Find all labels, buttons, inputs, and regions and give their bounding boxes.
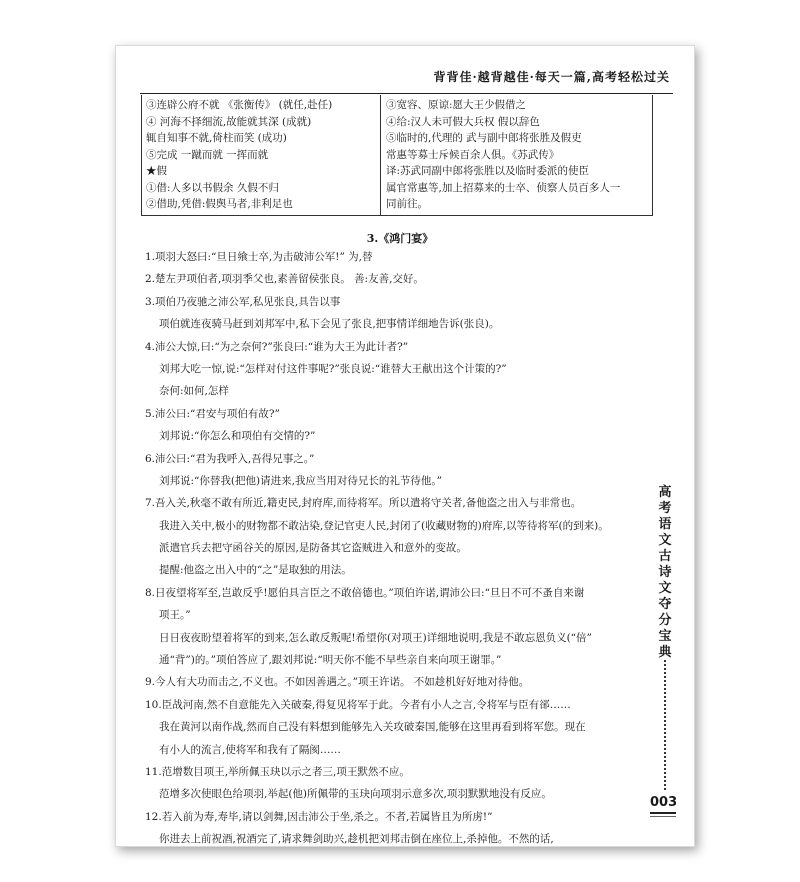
sentence-line: 10.臣战河南,然不自意能先入关破秦,得复见将军于此。今者有小人之言,令将军与臣有郤…… [145,698,571,711]
sentence-line: 5.沛公曰:“君安与项伯有故?” [145,407,280,420]
vocab-line: ④给:汉人未可假大兵权 假以辞色 [386,115,540,128]
vocab-line: ④ 河海不择细流,故能就其深 (成就) [146,115,312,128]
translation-line: 项伯就连夜骑马赶到刘邦军中,私下会见了张良,把事情详细地告诉(张良)。 [159,318,500,331]
translation-line: 刘邦大吃一惊,说:“怎样对付这件事呢?”张良说:“谁替大王献出这个计策的?” [159,362,507,375]
sentence-line: 4.沛公大惊,曰:“为之奈何?”张良曰:“谁为大王为此计者?” [145,340,409,353]
translation-line: 范增多次使眼色给项羽,举起(他)所佩带的玉玦向项羽示意多次,项羽默默地没有反应。 [159,788,552,801]
sentence-line: 11.范增数目项王,举所佩玉玦以示之者三,项王默然不应。 [145,765,410,778]
page-number-rule [650,812,676,814]
sentence-line: 项王。” [159,609,191,622]
vocab-box-divider [380,95,381,215]
vocab-line: 常惠等募士斥候百余人俱。《苏武传》 [386,148,560,161]
sentence-line: 2.楚左尹项伯者,项羽季父也,素善留侯张良。 善:友善,交好。 [145,273,424,286]
vocab-left-column [146,97,374,213]
translation-line: 刘邦说:“你替我(把他)请进来,我应当用对待兄长的礼节待他。” [159,474,443,487]
passage-body [145,246,650,851]
vocab-line: 辄自知事不就,倚柱而笑 (成功) [146,132,287,144]
vocab-line: ①借:人多以书假余 久假不归 [146,181,279,194]
vocab-right-column [386,97,648,213]
translation-line: 派遣官兵去把守函谷关的原因,是防备其它盗贼进入和意外的变故。 [159,542,467,555]
header-rule [140,93,673,94]
translation-line: 我进入关中,极小的财物都不敢沾染,登记官吏人民,封闭了(收藏财物的)府库,以等待将军(的到来)。 [159,519,609,532]
sentence-line: 9.今人有大功而击之,不义也。不如因善遇之。”项王许诺。 不如趁机好好地对待他。 [145,676,530,689]
note-line: 提醒:他盗之出入中的“之”是取独的用法。 [159,564,352,577]
vocab-heading: ★假 [146,165,167,177]
vocab-line: ③宽容、原谅:愿大王少假借之 [386,99,527,111]
vocab-line: 译:苏武同副中郎将张胜以及临时委派的使臣 [386,165,590,177]
translation-line: 我在黄河以南作战,然而自己没有料想到能够先入关攻破秦国,能够在这里再看到将军您。现在 [159,721,586,734]
vocab-line: 属官常惠等,加上招募来的士卒、侦察人员百多人一 [386,181,621,194]
vocab-line: ③连辟公府不就 《张衡传》 (就任,赴任) [146,99,333,111]
page-number-rule-thin [650,816,676,817]
vocab-line: 同前往。 [386,198,428,210]
sidebar-title: 高考语文古诗文夺分宝典 [658,485,672,660]
vocab-line: ⑤完成 一蹴而就 一挥而就 [146,148,269,161]
translation-line: 有小人的流言,使将军和我有了隔阂…… [159,743,341,756]
translation-line: 通“背”)的。”项伯答应了,跟刘邦说:“明天你不能不早些亲自来向项王谢罪。” [159,654,502,667]
sentence-line: 8.日夜望将军至,岂敢反乎!愿伯具言臣之不敢倍德也。”项伯许诺,谓沛公曰:“旦日不可不蚤自来谢 [145,586,585,599]
sentence-line: 7.吾入关,秋毫不敢有所近,籍吏民,封府库,而待将军。所以遣将守关者,备他盗之出入与非常也。 [145,497,582,510]
sentence-line: 3.项伯乃夜驰之沛公军,私见张良,具告以事 [145,295,341,308]
sentence-line: 12.若入前为寿,寿毕,请以剑舞,因击沛公于坐,杀之。不者,若属皆且为所虏!” [145,810,493,823]
page-number: 003 [650,795,678,810]
vocab-line: ⑤临时的,代理的 武与副中郎将张胜及假吏 [386,132,582,144]
translation-line: 刘邦说:“你怎么和项伯有交情的?” [159,430,316,443]
section-title: 3.《鸿门宴》 [366,232,434,245]
sentence-line: 6.沛公曰:“君为我呼入,吾得兄事之。” [145,452,315,465]
translation-line: 日日夜夜盼望着将军的到来,怎么敢反叛呢!希望你(对项王)详细地说明,我是不敢忘恩负义(“倍” [159,631,592,644]
translation-line: 你进去上前祝酒,祝酒完了,请求舞剑助兴,趁机把刘邦击倒在座位上,杀掉他。不然的话, [159,833,554,846]
vocab-line: ②借助,凭借:假舆马者,非利足也 [146,198,293,210]
vocab-box [141,95,653,216]
note-line: 奈何:如何,怎样 [159,385,229,398]
sidebar-dotted-rule [664,660,666,790]
sentence-line: 1.项羽大怒曰:“旦日飨士卒,为击破沛公军!” 为,替 [145,251,373,263]
header-slogan: 背背佳·越背越佳·每天一篇,高考轻松过关 [433,70,670,84]
